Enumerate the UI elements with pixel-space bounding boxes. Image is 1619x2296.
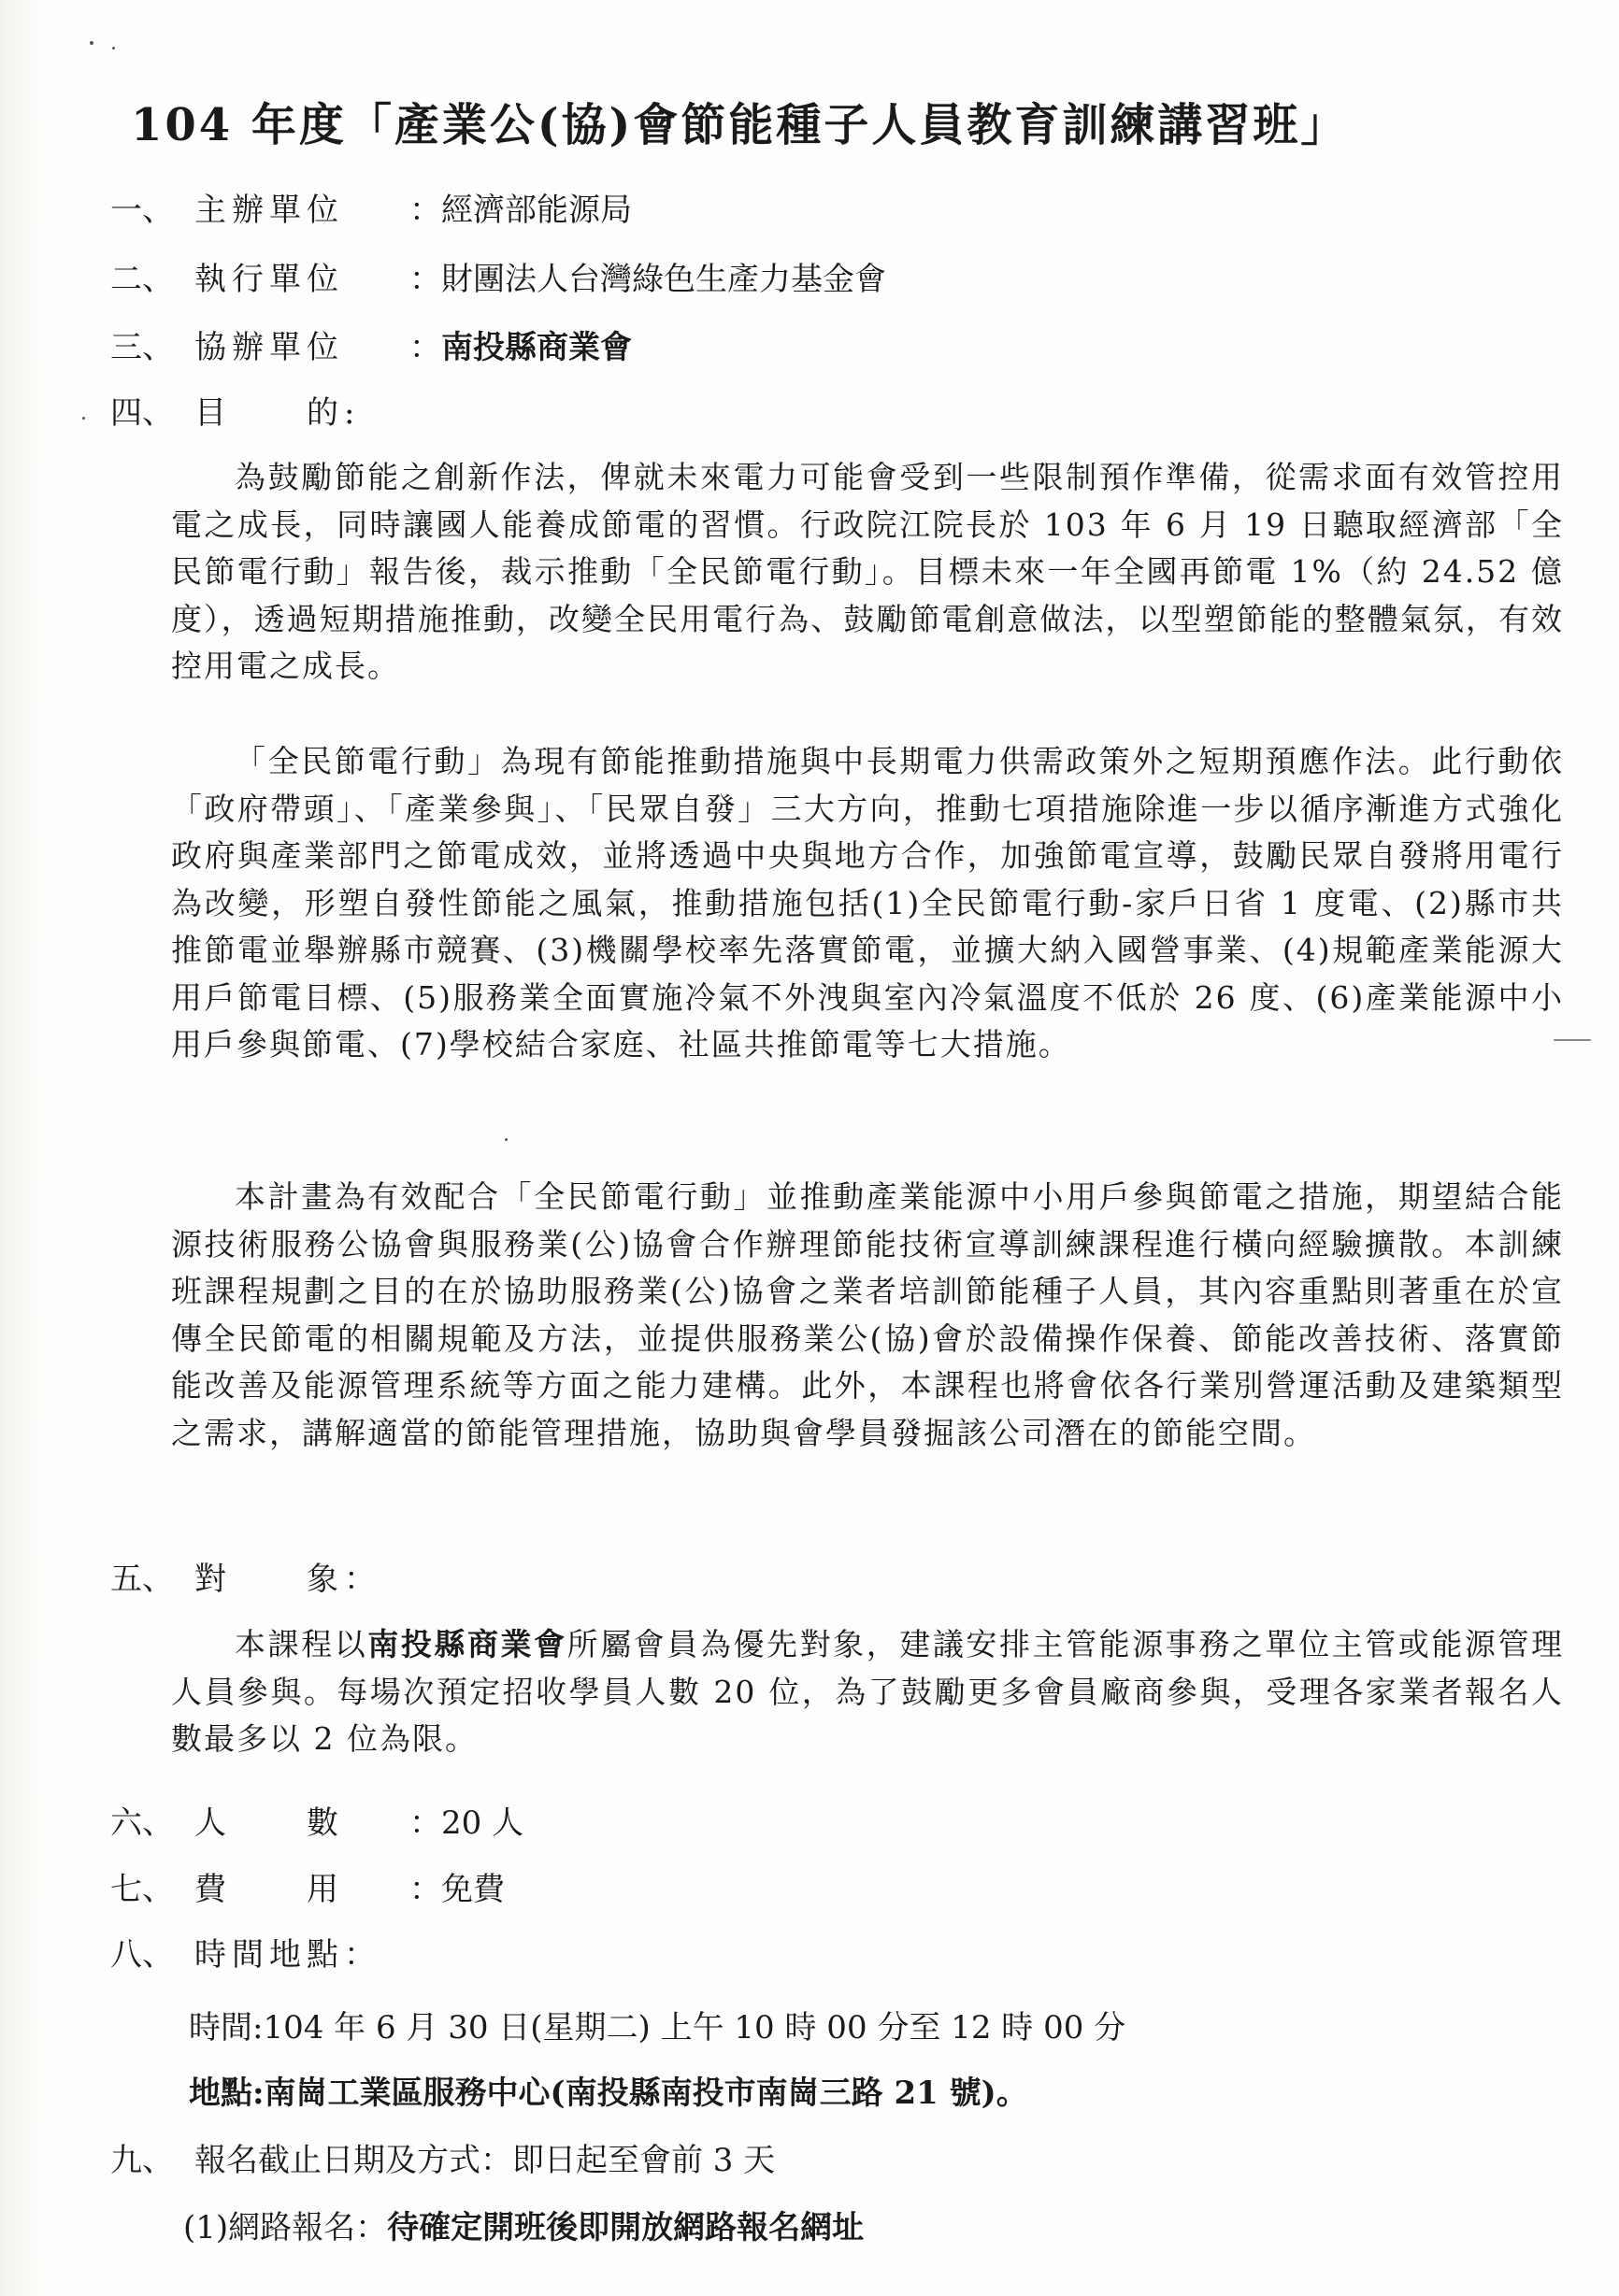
section-label: 人 數 [194,1804,344,1842]
section-audience [110,1559,381,1600]
document-title: 104 年度「產業公(協)會節能種子人員教育訓練講習班」 [131,99,1349,151]
section-co-organizer [110,327,632,368]
audience-paragraph [171,1621,1564,1763]
section-label: 目 的: [194,394,361,432]
section-value: ：財團法人台灣綠色生產力基金會 [409,261,886,298]
co-organizer-name: 南投縣商業會 [441,329,632,366]
purpose-paragraph-1: 為鼓勵節能之創新作法，俾就未來電力可能會受到一些限制預作準備，從需求面有效管控用電之成長，同時讓國人能養成節電的習慣。行政院江院長於 103 年 6 月 19 日聽取經濟部「全民節電行動」報告後，裁示推動「全民節電行動」。目標未來一年全國再節電 1%（約 24.52 億度），透過短期措施推動，改變全民用電行為、鼓勵節電創意做法，以型塑節能的整體氣氛，有效控用電之成長。 [171,459,1564,684]
scan-edge-shadow [0,0,37,2296]
section-label: 報名截止日期及方式：即日起至會前 3 天 [194,2142,776,2179]
purpose-paragraph-3: 本計畫為有效配合「全民節電行動」並推動產業能源中小用戶參與節電之措施，期望結合能源技術服務公協會與服務業(公)協會合作辦理節能技術宣導訓練課程進行橫向經驗擴散。本訓練班課程規劃之目的在於協助服務業(公)協會之業者培訓節能種子人員，其內容重點則著重在於宣傳全民節電的相關規範及方法，並提供服務業公(協)會於設備操作保養、節能改善技術、落實節能改善及能源管理系統等方面之能力建構。此外，本課程也將會依各行業別營運活動及建築類型之需求，講解適當的節能管理措施，協助與會學員發掘該公司潛在的節能空間。 [171,1178,1564,1451]
purpose-paragraph-2: 「全民節電行動」為現有節能推動措施與中長期電力供需政策外之短期預應作法。此行動依「政府帶頭」、「產業參與」、「民眾自發」三大方向，推動七項措施除進一步以循序漸進方式強化政府與產業部門之節電成效，並將透過中央與地方合作，加強節電宣導，鼓勵民眾自發將用電行為改變，形塑自發性節能之風氣，推動措施包括(1)全民節電行動-家戶日省 1 度電、(2)縣市共推節電並舉辦縣市競賽、(3)機關學校率先落實節電，並擴大納入國營事業、(4)規範產業能源大用戶節電目標、(5)服務業全面實施冷氣不外洩與室內冷氣溫度不低於 26 度、(6)產業能源中小用戶參與節電、(7)學校結合家庭、社區共推節電等七大措施。 [171,743,1564,1062]
section-number: 九、 [110,2142,174,2179]
section-number: 四、 [110,394,174,432]
section-number: 五、 [110,1561,174,1598]
section-value: ：免費 [409,1871,505,1908]
section-executor [110,259,886,300]
audience-text-post: 所屬會員為優先對象，建議安排主管能源事務之單位主管或能源管理人員參與。每場次預定招收學員人數 20 位，為了鼓勵更多會員廠商參與，受理各家業者報名人數最多以 2 位為限。 [171,1626,1565,1757]
section-fee [110,1869,505,1910]
section-organizer [110,190,632,231]
event-time: 時間:104 年 6 月 30 日(星期二) 上午 10 時 00 分至 12 時 00 分 [189,2009,1126,2046]
section-number: 七、 [110,1871,174,1908]
scan-speck [90,41,93,45]
section-value: ：經濟部能源局 [409,192,632,229]
section-number: 三、 [110,329,174,366]
section-time-place [110,1934,381,1975]
section-label: 主辦單位 [194,192,344,229]
section-number: 二、 [110,261,174,298]
registration-online [183,2207,864,2248]
registration-online-note: 待確定開班後即開放網路報名網址 [387,2209,865,2246]
section-number: 一、 [110,192,174,229]
audience-text-pre: 本課程以 [235,1626,368,1662]
section-registration [110,2140,775,2181]
section-value: ： [409,329,441,366]
scan-speck [1554,1039,1591,1041]
event-place: 地點:南崗工業區服務中心(南投縣南投市南崗三路 21 號)。 [189,2075,1028,2112]
section-number: 八、 [110,1936,174,1974]
section-purpose [110,392,360,434]
section-label: 費 用 [194,1871,344,1908]
section-label: 協辦單位 [194,329,344,366]
section-number: 六、 [110,1804,174,1842]
section-label: 執行單位 [194,261,344,298]
scan-speck [82,417,85,420]
section-label: 時間地點： [194,1936,381,1974]
audience-organization: 南投縣商業會 [367,1626,567,1662]
scan-speck [112,47,115,50]
registration-online-label: (1)網路報名： [183,2209,388,2246]
section-label: 對 象： [194,1561,381,1598]
section-value: ：20 人 [409,1804,524,1842]
scan-speck [505,1138,508,1141]
section-headcount [110,1803,523,1844]
